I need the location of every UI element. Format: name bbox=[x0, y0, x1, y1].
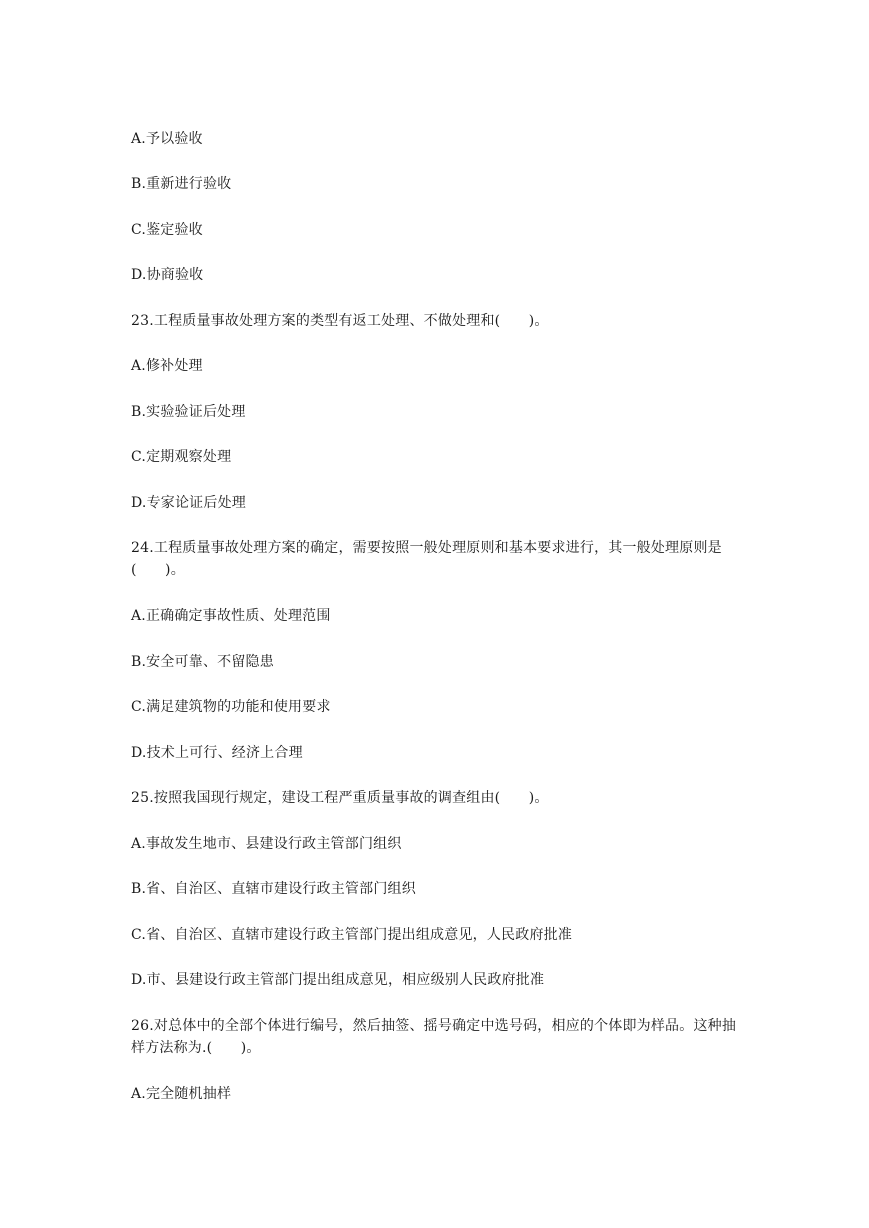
option-d-negotiate-accept: D.协商验收 bbox=[131, 267, 204, 283]
question-25-option-c: C.省、自治区、直辖市建设行政主管部门提出组成意见，人民政府批准 bbox=[131, 927, 573, 943]
question-24: 24.工程质量事故处理方案的确定，需要按照一般处理原则和基本要求进行，其一般处理原则是( )。 bbox=[131, 540, 722, 578]
question-24-option-d: D.技术上可行、经济上合理 bbox=[131, 745, 303, 761]
question-25-option-d: D.市、县建设行政主管部门提出组成意见，相应级别人民政府批准 bbox=[131, 972, 545, 988]
question-24-option-b: B.安全可靠、不留隐患 bbox=[131, 654, 274, 670]
question-23-option-a: A.修补处理 bbox=[131, 358, 203, 374]
question-25-option-a: A.事故发生地市、县建设行政主管部门组织 bbox=[131, 836, 402, 852]
question-25-option-b: B.省、自治区、直辖市建设行政主管部门组织 bbox=[131, 881, 416, 897]
question-24-option-a: A.正确确定事故性质、处理范围 bbox=[131, 608, 331, 624]
question-26-option-a: A.完全随机抽样 bbox=[131, 1086, 232, 1102]
option-a-accept: A.予以验收 bbox=[131, 131, 203, 147]
question-26: 26.对总体中的全部个体进行编号，然后抽签、摇号确定中选号码，相应的个体即为样品。这种抽样方法称为.( )。 bbox=[131, 1018, 737, 1056]
option-c-appraisal-accept: C.鉴定验收 bbox=[131, 222, 203, 238]
option-b-reaccept: B.重新进行验收 bbox=[131, 176, 232, 192]
question-25: 25.按照我国现行规定，建设工程严重质量事故的调查组由( )。 bbox=[131, 790, 549, 806]
question-23-option-c: C.定期观察处理 bbox=[131, 449, 232, 465]
question-23-option-b: B.实验验证后处理 bbox=[131, 404, 246, 420]
question-23: 23.工程质量事故处理方案的类型有返工处理、不做处理和( )。 bbox=[131, 313, 549, 329]
question-24-option-c: C.满足建筑物的功能和使用要求 bbox=[131, 699, 331, 715]
question-23-option-d: D.专家论证后处理 bbox=[131, 495, 246, 511]
